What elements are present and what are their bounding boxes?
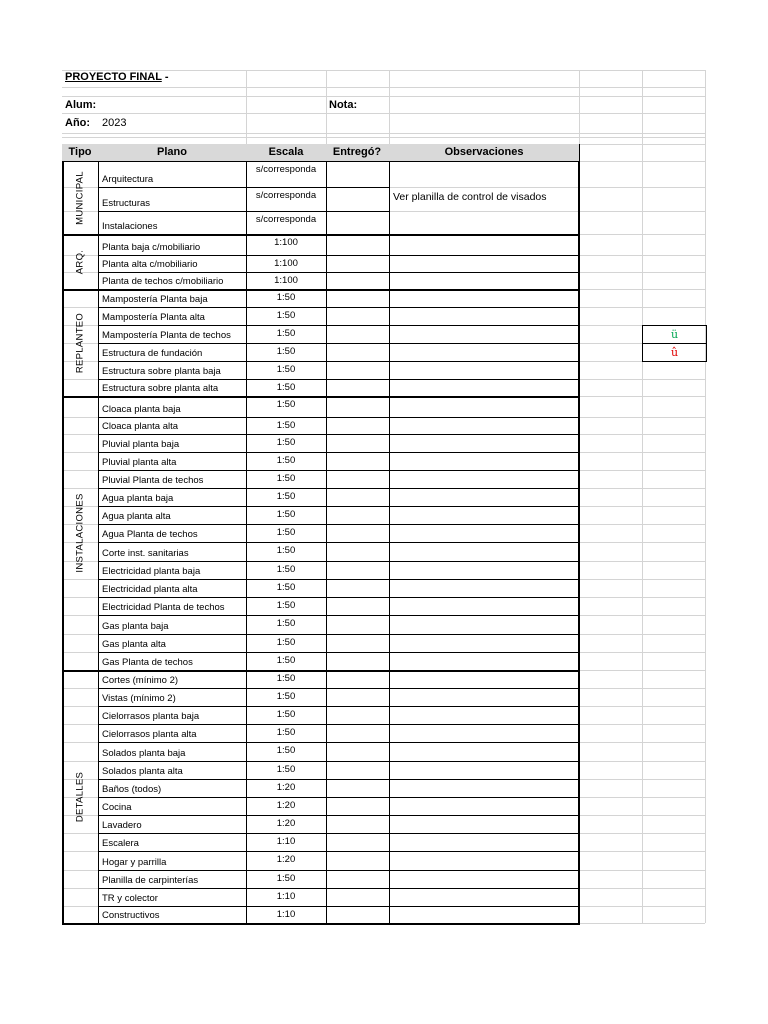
plano-cell: Instalaciones (102, 221, 158, 232)
plano-cell: Electricidad planta alta (102, 584, 198, 595)
escala-cell: 1:50 (276, 292, 296, 303)
plano-cell: Agua Planta de techos (102, 529, 198, 540)
plano-cell: TR y colector (102, 893, 158, 904)
column-border (98, 144, 99, 924)
obs-row-border (389, 670, 579, 671)
row-border (98, 615, 389, 616)
obs-row-border (389, 742, 579, 743)
escala-cell: 1:10 (276, 909, 296, 920)
escala-cell: 1:100 (274, 275, 298, 286)
project-suffix: - (161, 71, 169, 83)
escala-cell: 1:50 (276, 727, 296, 738)
obs-row-border (389, 379, 579, 380)
escala-cell: 1:20 (276, 854, 296, 865)
plano-cell: Cielorrasos planta alta (102, 729, 197, 740)
obs-row-border (389, 272, 579, 273)
row-border (98, 797, 389, 798)
plano-cell: Estructura sobre planta baja (102, 366, 221, 377)
row-border (98, 597, 389, 598)
escala-cell: 1:20 (276, 782, 296, 793)
row-border (98, 561, 389, 562)
escala-cell: 1:50 (276, 673, 296, 684)
escala-cell: 1:20 (276, 800, 296, 811)
obs-row-border (389, 542, 579, 543)
escala-cell: 1:10 (276, 836, 296, 847)
plano-cell: Solados planta alta (102, 766, 183, 777)
table-border-left (62, 144, 64, 924)
year-value: 2023 (102, 117, 127, 129)
escala-cell: 1:50 (276, 310, 296, 321)
obs-row-border (389, 870, 579, 871)
row-border (98, 272, 389, 273)
escala-cell: 1:10 (276, 891, 296, 902)
row-border (98, 234, 389, 235)
plano-cell: Hogar y parrilla (102, 857, 167, 868)
plano-cell: Planilla de carpinterías (102, 875, 199, 886)
escala-cell: 1:50 (276, 618, 296, 629)
obs-row-border (389, 615, 579, 616)
row-border (98, 652, 389, 653)
plano-cell: Baños (todos) (102, 784, 162, 795)
gridline-v (705, 70, 706, 923)
plano-cell: Solados planta baja (102, 748, 186, 759)
project-label: PROYECTO FINAL (65, 71, 162, 83)
plano-cell: Planta de techos c/mobiliario (102, 276, 224, 287)
observaciones-municipal: Ver planilla de control de visados (393, 191, 547, 203)
group-label-arq: ARQ. (74, 249, 86, 275)
plano-cell: Lavadero (102, 820, 142, 831)
col-header-observaciones: Observaciones (444, 146, 524, 158)
plano-cell: Electricidad planta baja (102, 566, 201, 577)
group-separator (62, 923, 580, 925)
obs-row-border (389, 797, 579, 798)
row-border (98, 888, 389, 889)
escala-cell: 1:50 (276, 873, 296, 884)
row-border (98, 742, 389, 743)
escala-cell: 1:50 (276, 491, 296, 502)
obs-row-border (389, 234, 579, 235)
obs-row-border (389, 524, 579, 525)
plano-cell: Cloaca planta baja (102, 404, 181, 415)
row-border (98, 488, 389, 489)
plano-cell: Planta alta c/mobiliario (102, 259, 198, 270)
obs-row-border (389, 452, 579, 453)
cross-icon: û (670, 346, 679, 359)
plano-cell: Agua planta baja (102, 493, 174, 504)
row-border (98, 361, 389, 362)
col-header-entrego: Entregó? (332, 146, 382, 158)
obs-row-border (389, 506, 579, 507)
escala-cell: 1:20 (276, 818, 296, 829)
escala-cell: 1:100 (274, 258, 298, 269)
plano-cell: Constructivos (102, 910, 160, 921)
group-label-municipal: MUNICIPAL (74, 171, 86, 225)
row-border (98, 779, 389, 780)
escala-cell: s/corresponda (255, 214, 317, 225)
col-header-escala: Escala (268, 146, 304, 158)
row-border (98, 688, 389, 689)
column-border (389, 144, 390, 924)
alum-label: Alum: (65, 99, 97, 111)
plano-cell: Arquitectura (102, 174, 154, 185)
escala-cell: 1:50 (276, 509, 296, 520)
plano-cell: Gas planta baja (102, 621, 169, 632)
row-border (98, 634, 389, 635)
plano-cell: Pluvial planta baja (102, 439, 180, 450)
escala-cell: 1:50 (276, 709, 296, 720)
escala-cell: 1:50 (276, 473, 296, 484)
group-label-detalles: DETALLES (74, 771, 86, 823)
escala-cell: 1:50 (276, 382, 296, 393)
row-border (98, 579, 389, 580)
escala-cell: 1:50 (276, 745, 296, 756)
obs-row-border (389, 906, 579, 907)
escala-cell: 1:50 (276, 764, 296, 775)
obs-row-border (389, 815, 579, 816)
check-icon: ü (670, 328, 679, 341)
escala-cell: 1:50 (276, 364, 296, 375)
gridline-h (62, 137, 705, 138)
obs-row-border (389, 888, 579, 889)
escala-cell: 1:50 (276, 637, 296, 648)
plano-cell: Corte inst. sanitarias (102, 548, 189, 559)
gridline-v (642, 70, 643, 923)
obs-row-border (389, 634, 579, 635)
row-border (98, 506, 389, 507)
row-border (98, 289, 389, 290)
row-border (98, 379, 389, 380)
escala-cell: 1:50 (276, 527, 296, 538)
obs-row-border (389, 488, 579, 489)
obs-row-border (389, 597, 579, 598)
table-border-right (578, 144, 580, 924)
obs-row-border (389, 724, 579, 725)
plano-cell: Cielorrasos planta baja (102, 711, 200, 722)
escala-cell: 1:50 (276, 691, 296, 702)
plano-cell: Estructuras (102, 198, 151, 209)
row-border (98, 542, 389, 543)
plano-cell: Planta baja c/mobiliario (102, 242, 201, 253)
escala-cell: s/corresponda (255, 164, 317, 175)
plano-cell: Mampostería Planta baja (102, 294, 208, 305)
row-border (98, 470, 389, 471)
plano-cell: Pluvial Planta de techos (102, 475, 204, 486)
row-border (98, 255, 389, 256)
row-border (98, 870, 389, 871)
row-border (98, 906, 389, 907)
plano-cell: Cloaca planta alta (102, 421, 179, 432)
row-border (98, 851, 389, 852)
row-border (98, 396, 389, 397)
escala-cell: 1:50 (276, 655, 296, 666)
row-border (98, 724, 389, 725)
escala-cell: 1:100 (274, 237, 298, 248)
escala-cell: 1:50 (276, 564, 296, 575)
row-border (98, 417, 389, 418)
escala-cell: 1:50 (276, 399, 296, 410)
row-border (98, 833, 389, 834)
column-border (326, 144, 327, 924)
row-border (98, 325, 389, 326)
obs-row-border (389, 652, 579, 653)
gridline-h (62, 87, 705, 88)
row-border (98, 434, 389, 435)
obs-row-border (389, 688, 579, 689)
plano-cell: Electricidad Planta de techos (102, 602, 225, 613)
plano-cell: Vistas (mínimo 2) (102, 693, 176, 704)
col-header-plano: Plano (157, 146, 187, 158)
obs-row-border (389, 434, 579, 435)
row-border (98, 307, 389, 308)
obs-row-border (389, 470, 579, 471)
plano-cell: Agua planta alta (102, 511, 171, 522)
row-border (98, 670, 389, 671)
escala-cell: 1:50 (276, 328, 296, 339)
obs-row-border (389, 361, 579, 362)
obs-row-border (389, 289, 579, 290)
legend-no-cell (642, 343, 707, 362)
column-border (246, 144, 247, 924)
plano-cell: Escalera (102, 838, 139, 849)
row-border (98, 706, 389, 707)
escala-cell: 1:50 (276, 346, 296, 357)
gridline-h (62, 133, 705, 134)
plano-cell: Mampostería Planta alta (102, 312, 205, 323)
obs-row-border (389, 561, 579, 562)
row-border (98, 524, 389, 525)
obs-row-border (389, 833, 579, 834)
plano-cell: Estructura de fundación (102, 348, 203, 359)
escala-cell: s/corresponda (255, 190, 317, 201)
legend-yes-cell (642, 325, 707, 344)
plano-cell: Estructura sobre planta alta (102, 383, 219, 394)
row-border (98, 187, 389, 188)
header-border-bottom (62, 161, 580, 162)
obs-row-border (389, 255, 579, 256)
row-border (98, 761, 389, 762)
row-border (98, 815, 389, 816)
row-border (98, 452, 389, 453)
gridline-h (62, 96, 705, 97)
obs-row-border (389, 761, 579, 762)
row-border (98, 211, 389, 212)
obs-row-border (389, 343, 579, 344)
obs-row-border (389, 396, 579, 397)
group-label-replanteo: REPLANTEO (74, 312, 86, 374)
escala-cell: 1:50 (276, 420, 296, 431)
escala-cell: 1:50 (276, 582, 296, 593)
year-label: Año: (65, 117, 91, 129)
project-title (65, 72, 169, 83)
escala-cell: 1:50 (276, 455, 296, 466)
obs-row-border (389, 579, 579, 580)
plano-cell: Gas Planta de techos (102, 657, 193, 668)
nota-label: Nota: (329, 99, 358, 111)
escala-cell: 1:50 (276, 600, 296, 611)
col-header-tipo: Tipo (68, 146, 92, 158)
obs-row-border (389, 706, 579, 707)
group-label-instalaciones: INSTALACIONES (74, 493, 86, 573)
obs-row-border (389, 307, 579, 308)
escala-cell: 1:50 (276, 545, 296, 556)
obs-row-border (389, 779, 579, 780)
escala-cell: 1:50 (276, 437, 296, 448)
row-border (98, 343, 389, 344)
obs-row-border (389, 325, 579, 326)
plano-cell: Gas planta alta (102, 639, 166, 650)
plano-cell: Pluvial planta alta (102, 457, 177, 468)
gridline-h (62, 113, 705, 114)
plano-cell: Cortes (mínimo 2) (102, 675, 179, 686)
obs-row-border (389, 851, 579, 852)
obs-row-border (389, 417, 579, 418)
plano-cell: Mampostería Planta de techos (102, 330, 231, 341)
plano-cell: Cocina (102, 802, 132, 813)
